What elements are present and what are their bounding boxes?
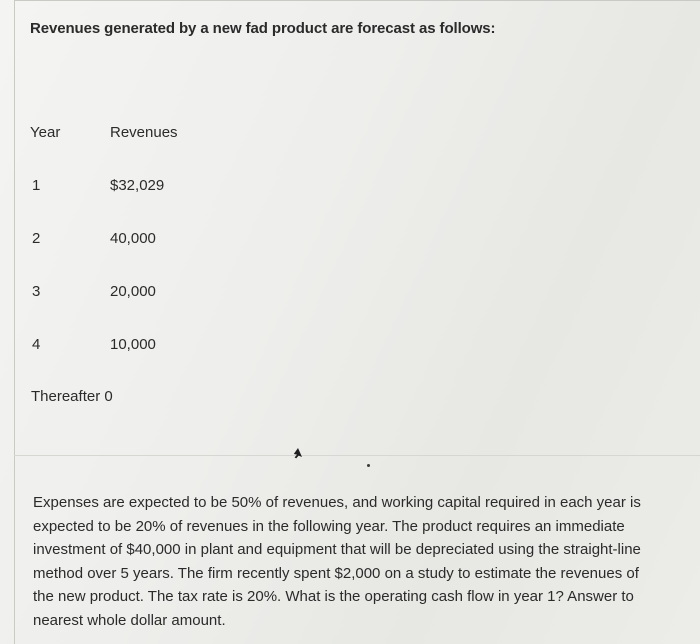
- row-4-year: 4: [32, 336, 41, 353]
- mouse-pointer-icon: [293, 447, 303, 459]
- row-2-year: 2: [32, 230, 41, 247]
- top-divider: [14, 0, 700, 1]
- column-header-revenues: Revenues: [110, 124, 178, 141]
- row-3-year: 3: [32, 283, 41, 300]
- row-3-revenue: 20,000: [110, 283, 156, 300]
- thereafter-note: Thereafter 0: [31, 388, 113, 405]
- row-1-revenue: $32,029: [110, 177, 165, 194]
- stray-dot: [367, 464, 370, 467]
- row-1-year: 1: [32, 177, 41, 194]
- question-body: Expenses are expected to be 50% of revenues, and working capital required in each year is expected to be 20% of revenues in the following year. The product requires an immediate investment of $40,000 in plant and equipment that will be depreciated using the straight-line method over 5 years. The firm recently spent $2,000 on a study to estimate the revenues of the new product. The tax rate is 20%. What is the operating cash flow in year 1? Answer to nearest whole dollar amount.: [33, 494, 641, 629]
- row-2-revenue: 40,000: [110, 230, 156, 247]
- row-4-revenue: 10,000: [110, 336, 156, 353]
- question-heading: Revenues generated by a new fad product are forecast as follows:: [30, 20, 496, 37]
- column-header-year: Year: [30, 124, 61, 141]
- section-divider: [14, 455, 700, 456]
